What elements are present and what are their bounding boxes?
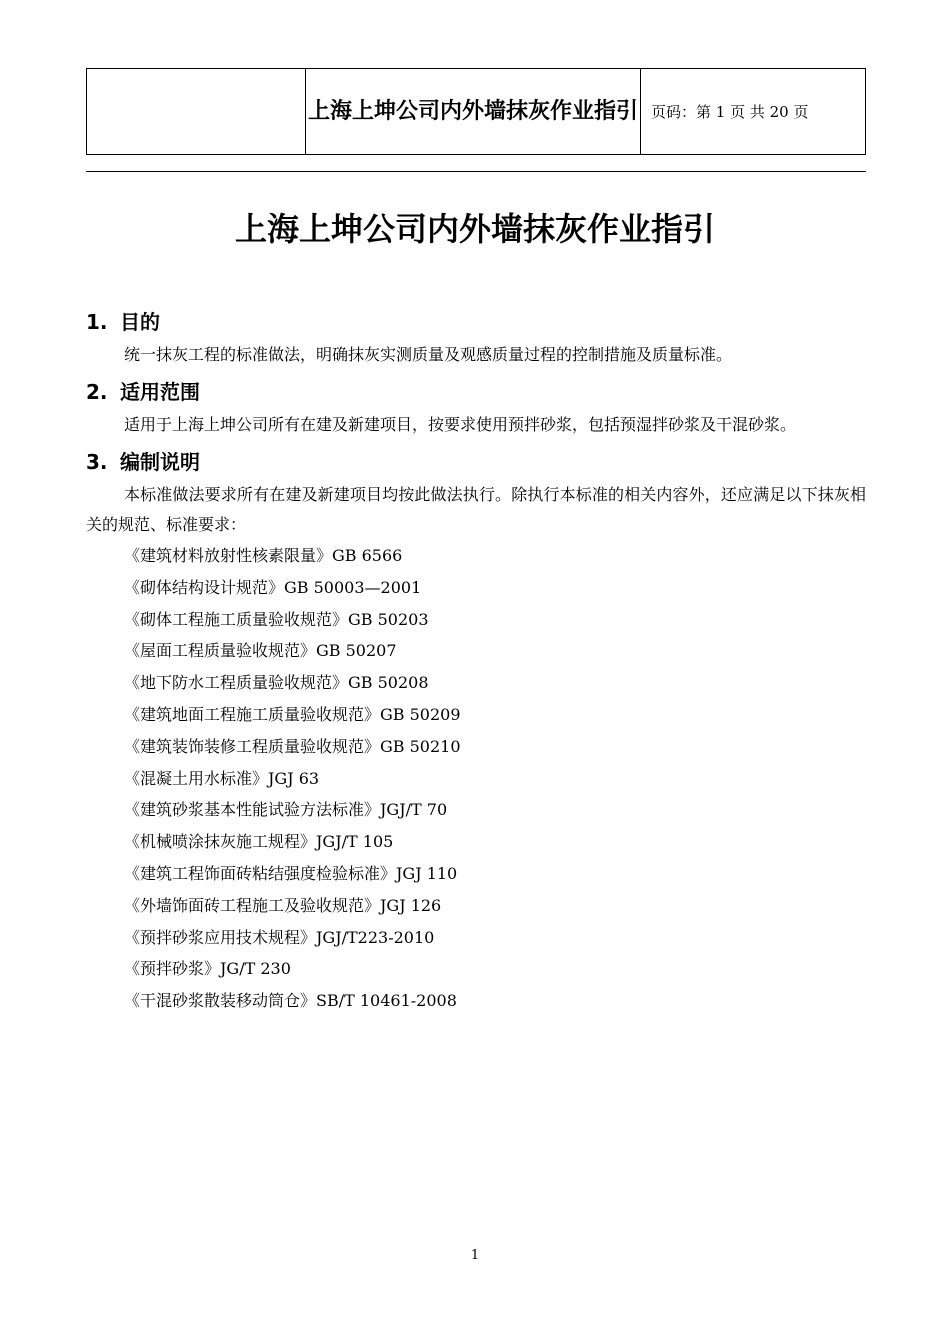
section-paragraph: 本标准做法要求所有在建及新建项目均按此做法执行。除执行本标准的相关内容外，还应满足以下抹灰相关的规范、标准要求： [86, 485, 866, 534]
section-purpose [86, 304, 866, 370]
section-scope [86, 374, 866, 440]
list-item: 《建筑地面工程施工质量验收规范》GB 50209 [124, 704, 461, 724]
list-item: 《预拌砂浆》JG/T 230 [124, 959, 291, 979]
list-item: 《外墙饰面砖工程施工及验收规范》JGJ 126 [124, 895, 442, 915]
list-item: 《混凝土用水标准》JGJ 63 [124, 768, 320, 788]
section-heading [86, 374, 866, 410]
header-divider [86, 171, 866, 172]
list-item: 《建筑工程饰面砖粘结强度检验标准》JGJ 110 [124, 863, 458, 883]
list-item: 《干混砂浆散装移动筒仓》SB/T 10461-2008 [124, 991, 457, 1011]
page-number: 1 [470, 1248, 480, 1263]
list-item: 《建筑材料放射性核素限量》GB 6566 [124, 546, 403, 565]
section-number: 3. [86, 450, 108, 474]
header-page-info: 页码：第 1 页 共 20 页 [641, 69, 866, 155]
section-heading [86, 304, 866, 340]
list-item: 《预拌砂浆应用技术规程》JGJ/T223-2010 [124, 927, 435, 947]
list-item: 《建筑装饰装修工程质量验收规范》GB 50210 [124, 736, 461, 756]
header-title: 上海上坤公司内外墙抹灰作业指引 [306, 69, 641, 155]
list-item: 《建筑砂浆基本性能试验方法标准》JGJ/T 70 [124, 800, 448, 820]
header-logo-cell [87, 69, 306, 155]
section-paragraph: 适用于上海上坤公司所有在建及新建项目，按要求使用预拌砂浆，包括预湿拌砂浆及干混砂浆。 [124, 415, 797, 434]
list-item: 《砌体工程施工质量验收规范》GB 50203 [124, 609, 429, 629]
list-item: 《砌体结构设计规范》GB 50003—2001 [124, 577, 422, 597]
list-item: 《地下防水工程质量验收规范》GB 50208 [124, 673, 429, 693]
section-compilation-notes [86, 444, 866, 1017]
list-item: 《机械喷涂抹灰施工规程》JGJ/T 105 [124, 832, 394, 852]
list-item: 《屋面工程质量验收规范》GB 50207 [124, 641, 397, 661]
section-paragraph: 统一抹灰工程的标准做法，明确抹灰实测质量及观感质量过程的控制措施及质量标准。 [124, 345, 733, 364]
section-number: 2. [86, 380, 108, 404]
section-title: 目的 [120, 310, 160, 334]
section-title: 编制说明 [120, 450, 200, 474]
document-body [86, 304, 866, 1017]
document-title: 上海上坤公司内外墙抹灰作业指引 [234, 210, 715, 248]
standards-list [86, 540, 866, 1017]
section-number: 1. [86, 310, 108, 334]
section-heading [86, 444, 866, 480]
section-title: 适用范围 [120, 380, 200, 404]
document-header-table [86, 68, 866, 155]
